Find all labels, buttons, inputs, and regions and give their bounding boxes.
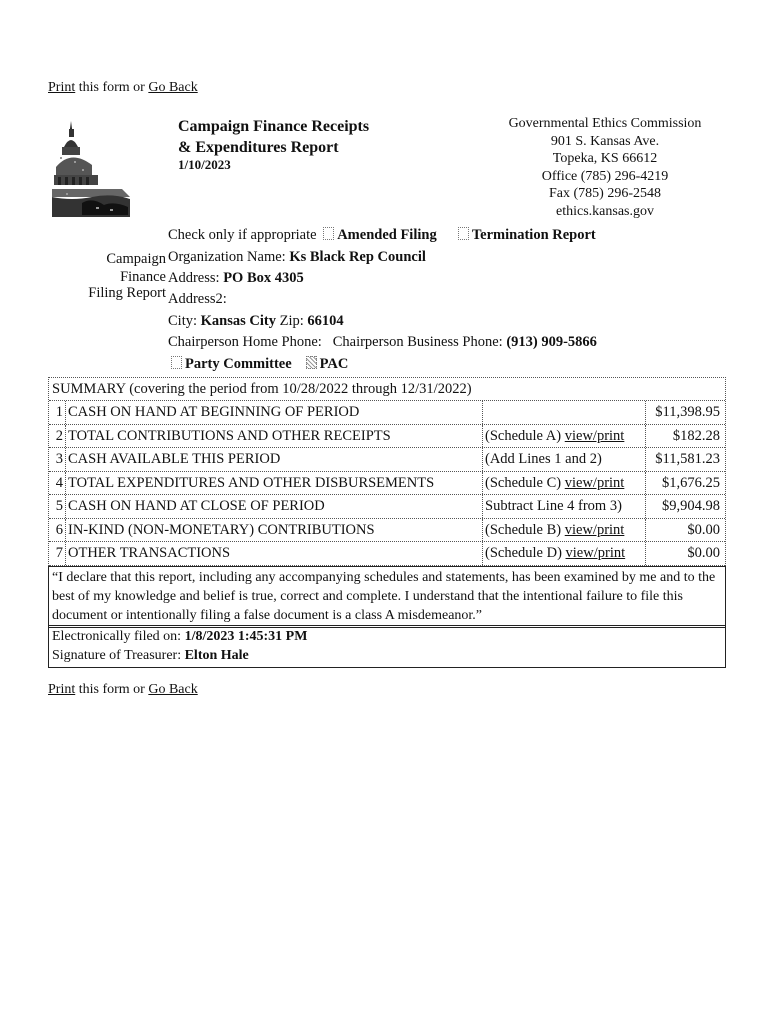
party-committee-checkbox[interactable]	[171, 356, 182, 369]
organization-name-label: Organization Name:	[168, 249, 286, 265]
signature-value: Elton Hale	[184, 648, 249, 663]
filed-on-label: Electronically filed on:	[52, 629, 182, 644]
summary-line-reference	[482, 472, 643, 495]
side-label-filing-report: Filing Report	[88, 285, 166, 301]
summary-line-amount: $182.28	[645, 425, 720, 448]
termination-report-checkbox[interactable]	[458, 227, 469, 240]
address2-label: Address2:	[168, 291, 227, 307]
bottom-nav	[48, 682, 198, 698]
pac-label: PAC	[319, 356, 349, 372]
signature-label: Signature of Treasurer:	[52, 648, 182, 663]
kansas-capitol-seal-icon	[52, 117, 132, 217]
party-committee-label: Party Committee	[185, 356, 292, 372]
summary-row	[49, 425, 725, 449]
report-title-line2: & Expenditures Report	[178, 139, 339, 156]
summary-row	[49, 519, 725, 543]
city-value: Kansas City	[200, 313, 276, 329]
summary-row	[49, 495, 725, 519]
agency-office-phone: Office (785) 296-4219	[541, 168, 669, 184]
organization-name-value: Ks Black Rep Council	[289, 249, 426, 265]
summary-reference-text: (Schedule B)	[485, 521, 565, 538]
summary-table	[48, 377, 726, 566]
summary-line-description: TOTAL EXPENDITURES AND OTHER DISBURSEMENTS	[65, 472, 482, 495]
committee-type-line	[168, 356, 348, 373]
summary-line-description: IN-KIND (NON-MONETARY) CONTRIBUTIONS	[65, 519, 482, 542]
schedule-view-print-link[interactable]: view/print	[565, 545, 626, 561]
top-nav	[48, 80, 198, 96]
signature-line	[52, 646, 722, 665]
summary-line-description: OTHER TRANSACTIONS	[65, 542, 482, 565]
zip-label: Zip:	[279, 313, 304, 329]
go-back-link-bottom[interactable]: Go Back	[148, 682, 198, 697]
city-zip-line	[168, 313, 344, 330]
report-title	[178, 116, 369, 158]
summary-reference-text: (Schedule A)	[485, 427, 565, 444]
filed-on-line	[52, 627, 722, 646]
amended-filing-checkbox[interactable]	[323, 227, 334, 240]
summary-line-amount: $0.00	[645, 519, 720, 542]
agency-address: 901 S. Kansas Ave.	[550, 133, 660, 149]
summary-line-description: CASH ON HAND AT CLOSE OF PERIOD	[65, 495, 482, 518]
business-phone-label: Chairperson Business Phone:	[332, 334, 503, 350]
filing-options	[168, 227, 596, 244]
schedule-view-print-link[interactable]: view/print	[564, 474, 625, 491]
summary-reference-text: (Add Lines 1 and 2)	[485, 451, 602, 467]
address-value: PO Box 4305	[223, 270, 304, 286]
summary-line-amount: $1,676.25	[645, 472, 720, 495]
schedule-view-print-link[interactable]: view/print	[564, 521, 625, 538]
summary-line-amount: $9,904.98	[645, 495, 720, 518]
summary-line-reference	[482, 519, 643, 542]
report-date: 1/10/2023	[178, 157, 231, 172]
declaration-statement: “I declare that this report, including any accompanying schedules and statements, has been examined by me and to the best of my knowledge and belief is true, correct and complete. I understand that the intentional failure to file this document or intentionally filing a false document is a class A misdemeanor.”	[48, 566, 726, 628]
zip-value: 66104	[307, 313, 344, 329]
summary-heading: SUMMARY (covering the period from 10/28/2022 through 12/31/2022)	[49, 378, 725, 401]
filing-info	[48, 625, 726, 668]
summary-line-number: 7	[55, 545, 63, 561]
print-link-bottom[interactable]: Print	[48, 682, 76, 697]
summary-line-amount: $11,398.95	[645, 401, 720, 424]
agency-fax: Fax (785) 296-2548	[549, 186, 661, 201]
filed-on-value: 1/8/2023 1:45:31 PM	[184, 629, 308, 644]
summary-reference-text: (Schedule C)	[485, 474, 565, 491]
agency-info	[480, 115, 730, 220]
address2-line	[168, 291, 227, 308]
summary-line-reference	[482, 401, 643, 424]
summary-row	[49, 448, 725, 472]
organization-name-line	[168, 249, 426, 266]
address-line	[168, 270, 304, 287]
phone-line	[168, 334, 597, 351]
side-label-finance: Finance	[120, 269, 166, 285]
summary-line-number: 5	[55, 498, 63, 514]
report-title-line1: Campaign Finance Receipts	[178, 118, 370, 135]
address-label: Address:	[168, 270, 220, 286]
go-back-link[interactable]: Go Back	[148, 80, 198, 95]
summary-line-number: 4	[55, 474, 63, 491]
nav-text-bottom: this form or	[75, 682, 149, 697]
agency-city: Topeka, KS 66612	[552, 151, 658, 166]
summary-line-number: 6	[55, 521, 63, 538]
nav-text: this form or	[75, 80, 149, 95]
summary-line-amount: $0.00	[645, 542, 720, 565]
summary-line-description: CASH AVAILABLE THIS PERIOD	[65, 448, 482, 471]
home-phone-label: Chairperson Home Phone:	[168, 334, 322, 350]
summary-line-number: 1	[55, 404, 63, 420]
schedule-view-print-link[interactable]: view/print	[564, 427, 625, 444]
summary-row	[49, 401, 725, 425]
summary-line-reference	[482, 495, 643, 518]
summary-line-reference	[482, 542, 643, 565]
summary-line-reference	[482, 425, 643, 448]
summary-line-reference	[482, 448, 643, 471]
print-link[interactable]: Print	[48, 80, 76, 95]
summary-reference-text: Subtract Line 4 from 3)	[485, 498, 622, 514]
city-label: City:	[168, 313, 198, 329]
summary-row	[49, 472, 725, 496]
business-phone-value: (913) 909-5866	[506, 334, 597, 350]
termination-report-label: Termination Report	[471, 227, 596, 243]
amended-filing-label: Amended Filing	[337, 227, 437, 243]
summary-row	[49, 542, 725, 566]
summary-reference-text: (Schedule D)	[485, 545, 566, 561]
filing-options-prompt: Check only if appropriate	[168, 227, 317, 243]
summary-line-amount: $11,581.23	[645, 448, 720, 471]
pac-checkbox[interactable]	[306, 356, 317, 369]
summary-line-number: 3	[55, 451, 63, 467]
summary-line-description: TOTAL CONTRIBUTIONS AND OTHER RECEIPTS	[65, 425, 482, 448]
agency-name: Governmental Ethics Commission	[508, 116, 702, 131]
summary-line-description: CASH ON HAND AT BEGINNING OF PERIOD	[65, 401, 482, 424]
summary-line-number: 2	[55, 427, 63, 444]
side-label-campaign: Campaign	[106, 251, 166, 267]
agency-website: ethics.kansas.gov	[556, 203, 654, 219]
